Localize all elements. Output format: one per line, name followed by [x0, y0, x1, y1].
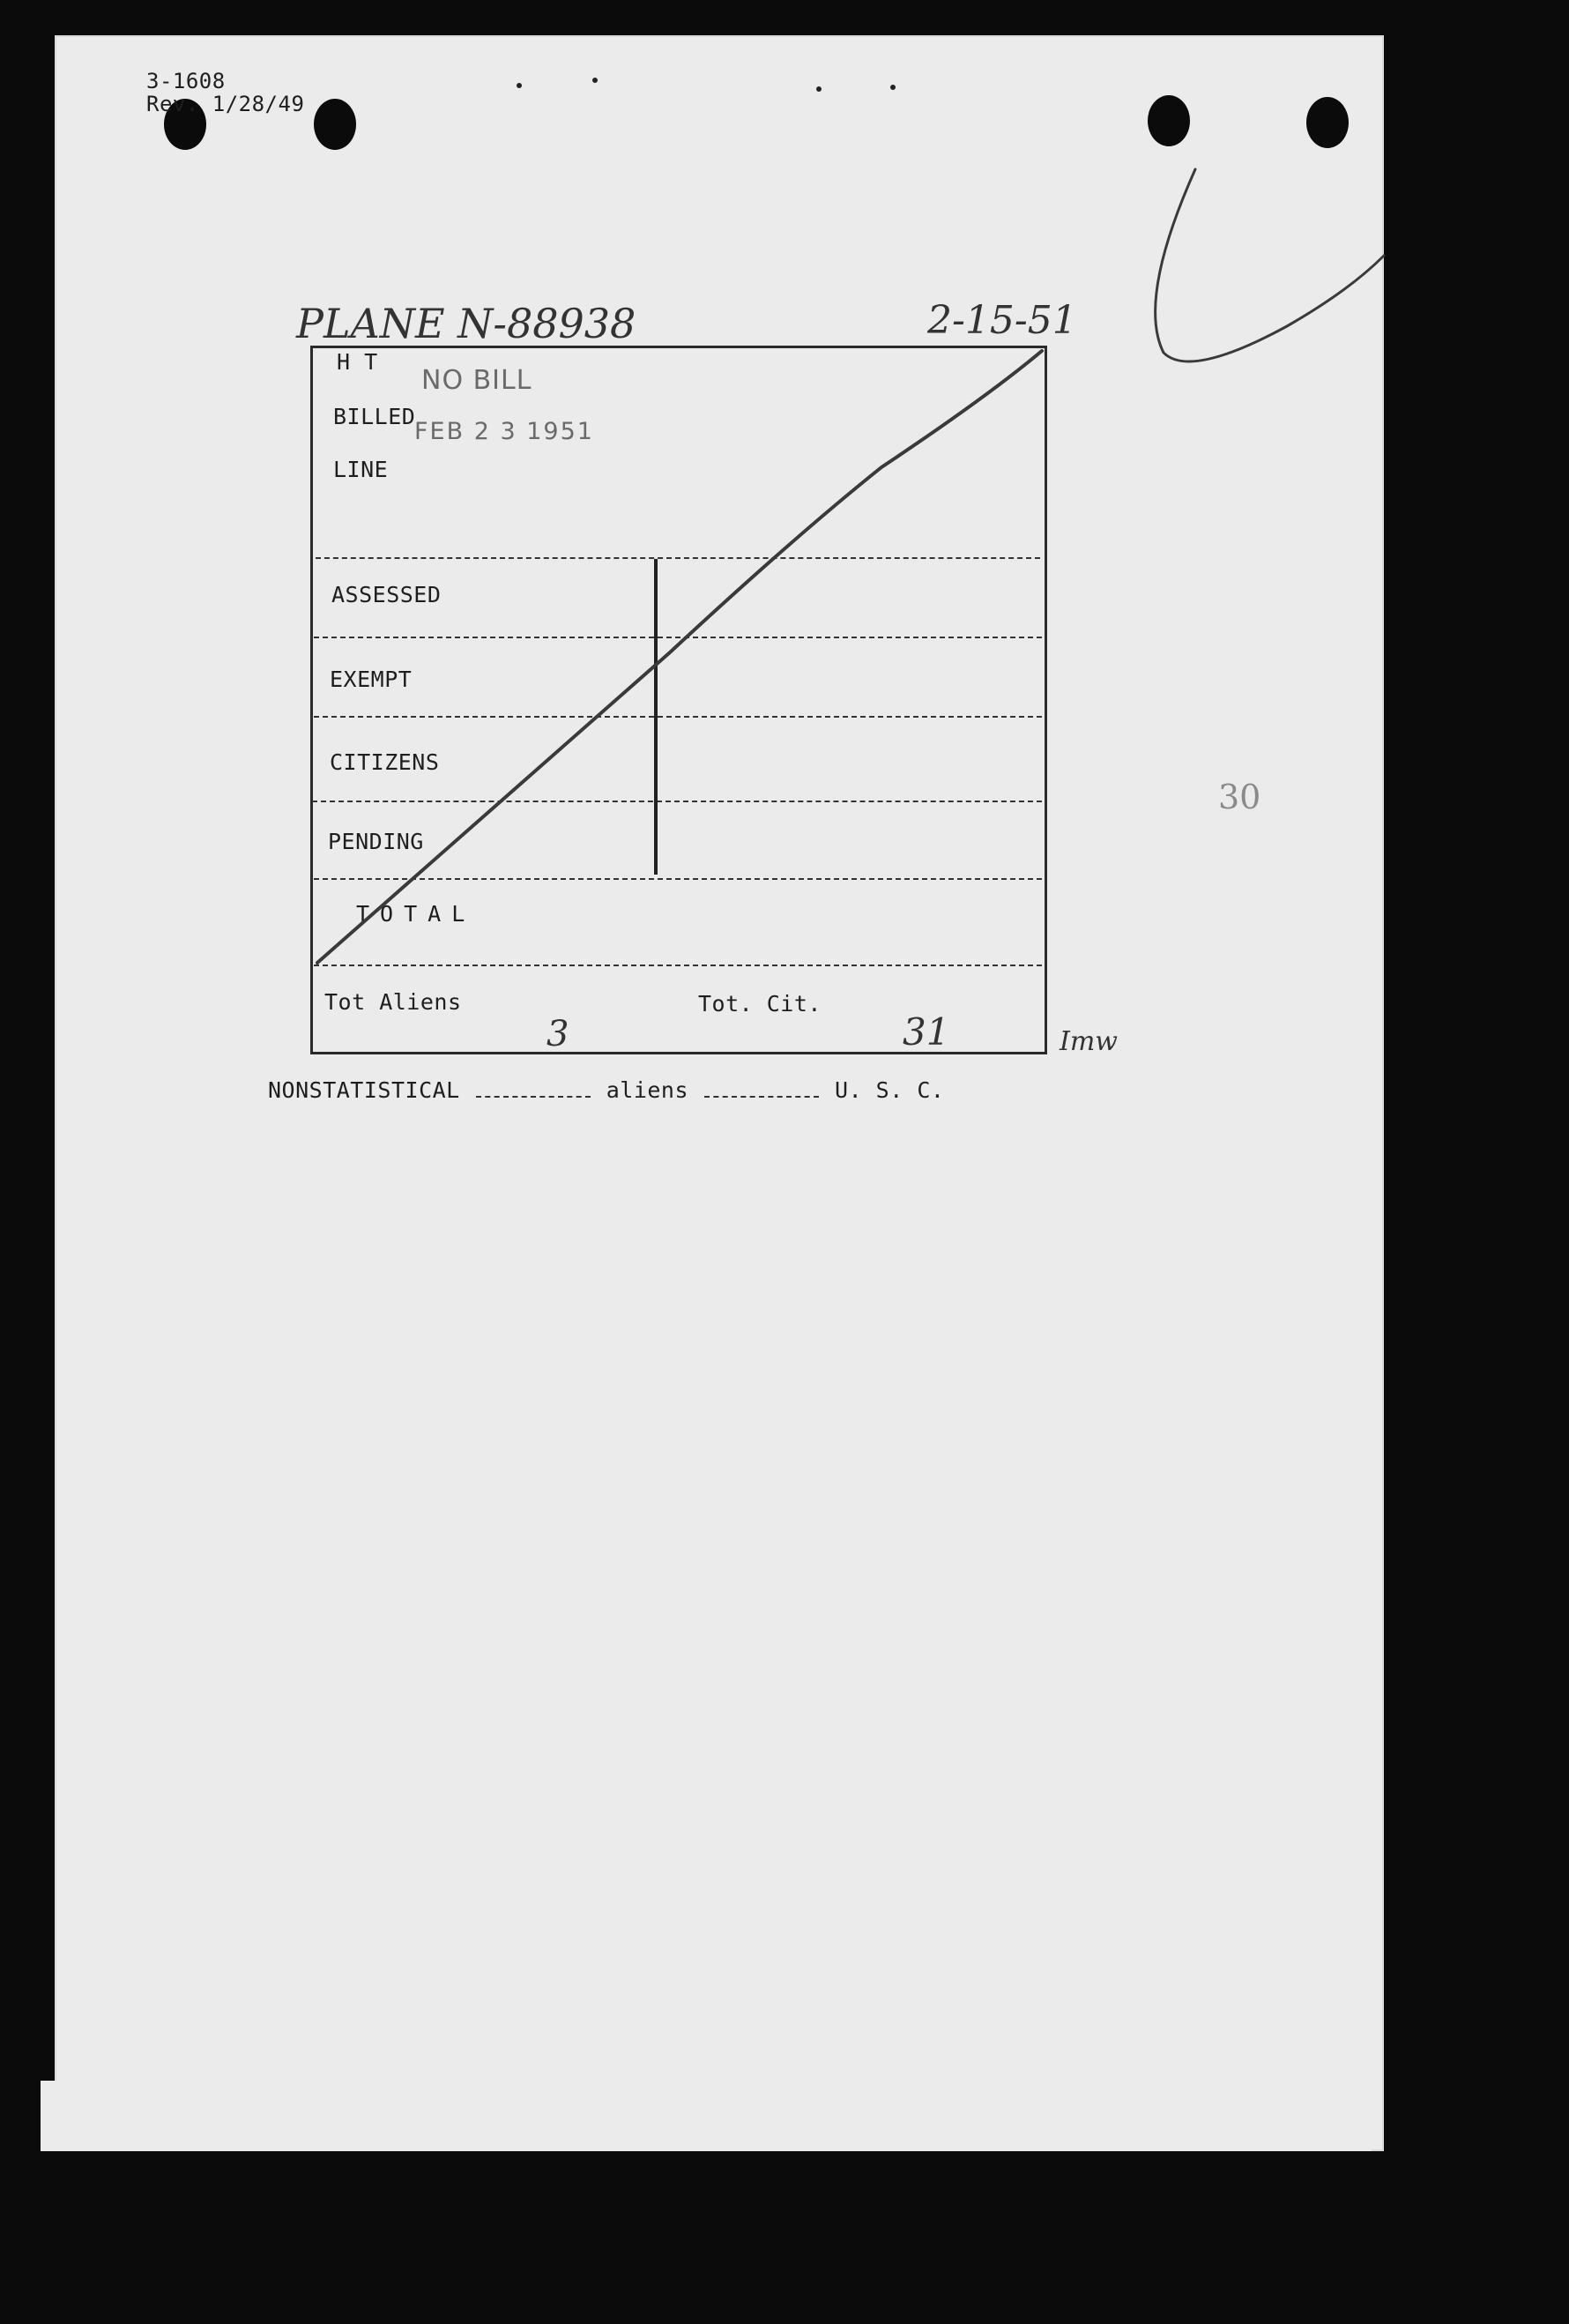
form-number: 3-1608 — [146, 69, 226, 93]
form-revision: Rev. 1/28/49 — [146, 92, 305, 116]
page-number: 30 — [1218, 778, 1261, 816]
label-line: LINE — [333, 457, 389, 482]
total-citizens-label: Tot. Cit. — [698, 991, 822, 1017]
nonstatistical-label: NONSTATISTICAL — [268, 1077, 460, 1103]
label-billed: BILLED — [333, 404, 416, 429]
label-citizens: CITIZENS — [330, 749, 440, 775]
margin-curve-mark — [1156, 169, 1384, 361]
stamp-date: FEB 2 3 1951 — [414, 418, 594, 445]
nonstatistical-aliens-label: aliens — [606, 1077, 689, 1103]
label-exempt: EXEMPT — [330, 667, 413, 692]
label-pending: PENDING — [328, 829, 424, 854]
cancel-diagonal-line — [317, 351, 1042, 963]
label-assessed: ASSESSED — [331, 582, 442, 607]
form-date: 2-15-51 — [927, 298, 1077, 343]
nonstatistical-usc-label: U. S. C. — [835, 1077, 945, 1103]
total-citizens-value: 31 — [903, 1010, 950, 1054]
total-aliens-value: 3 — [547, 1014, 569, 1054]
label-total: TOTAL — [356, 901, 476, 927]
clerk-initials: Imw — [1060, 1026, 1118, 1057]
label-ht: H T — [337, 349, 378, 375]
total-aliens-label: Tot Aliens — [324, 989, 462, 1015]
no-bill-stamp: NO BILL — [421, 365, 532, 396]
plane-number: PLANE N-88938 — [296, 300, 636, 347]
